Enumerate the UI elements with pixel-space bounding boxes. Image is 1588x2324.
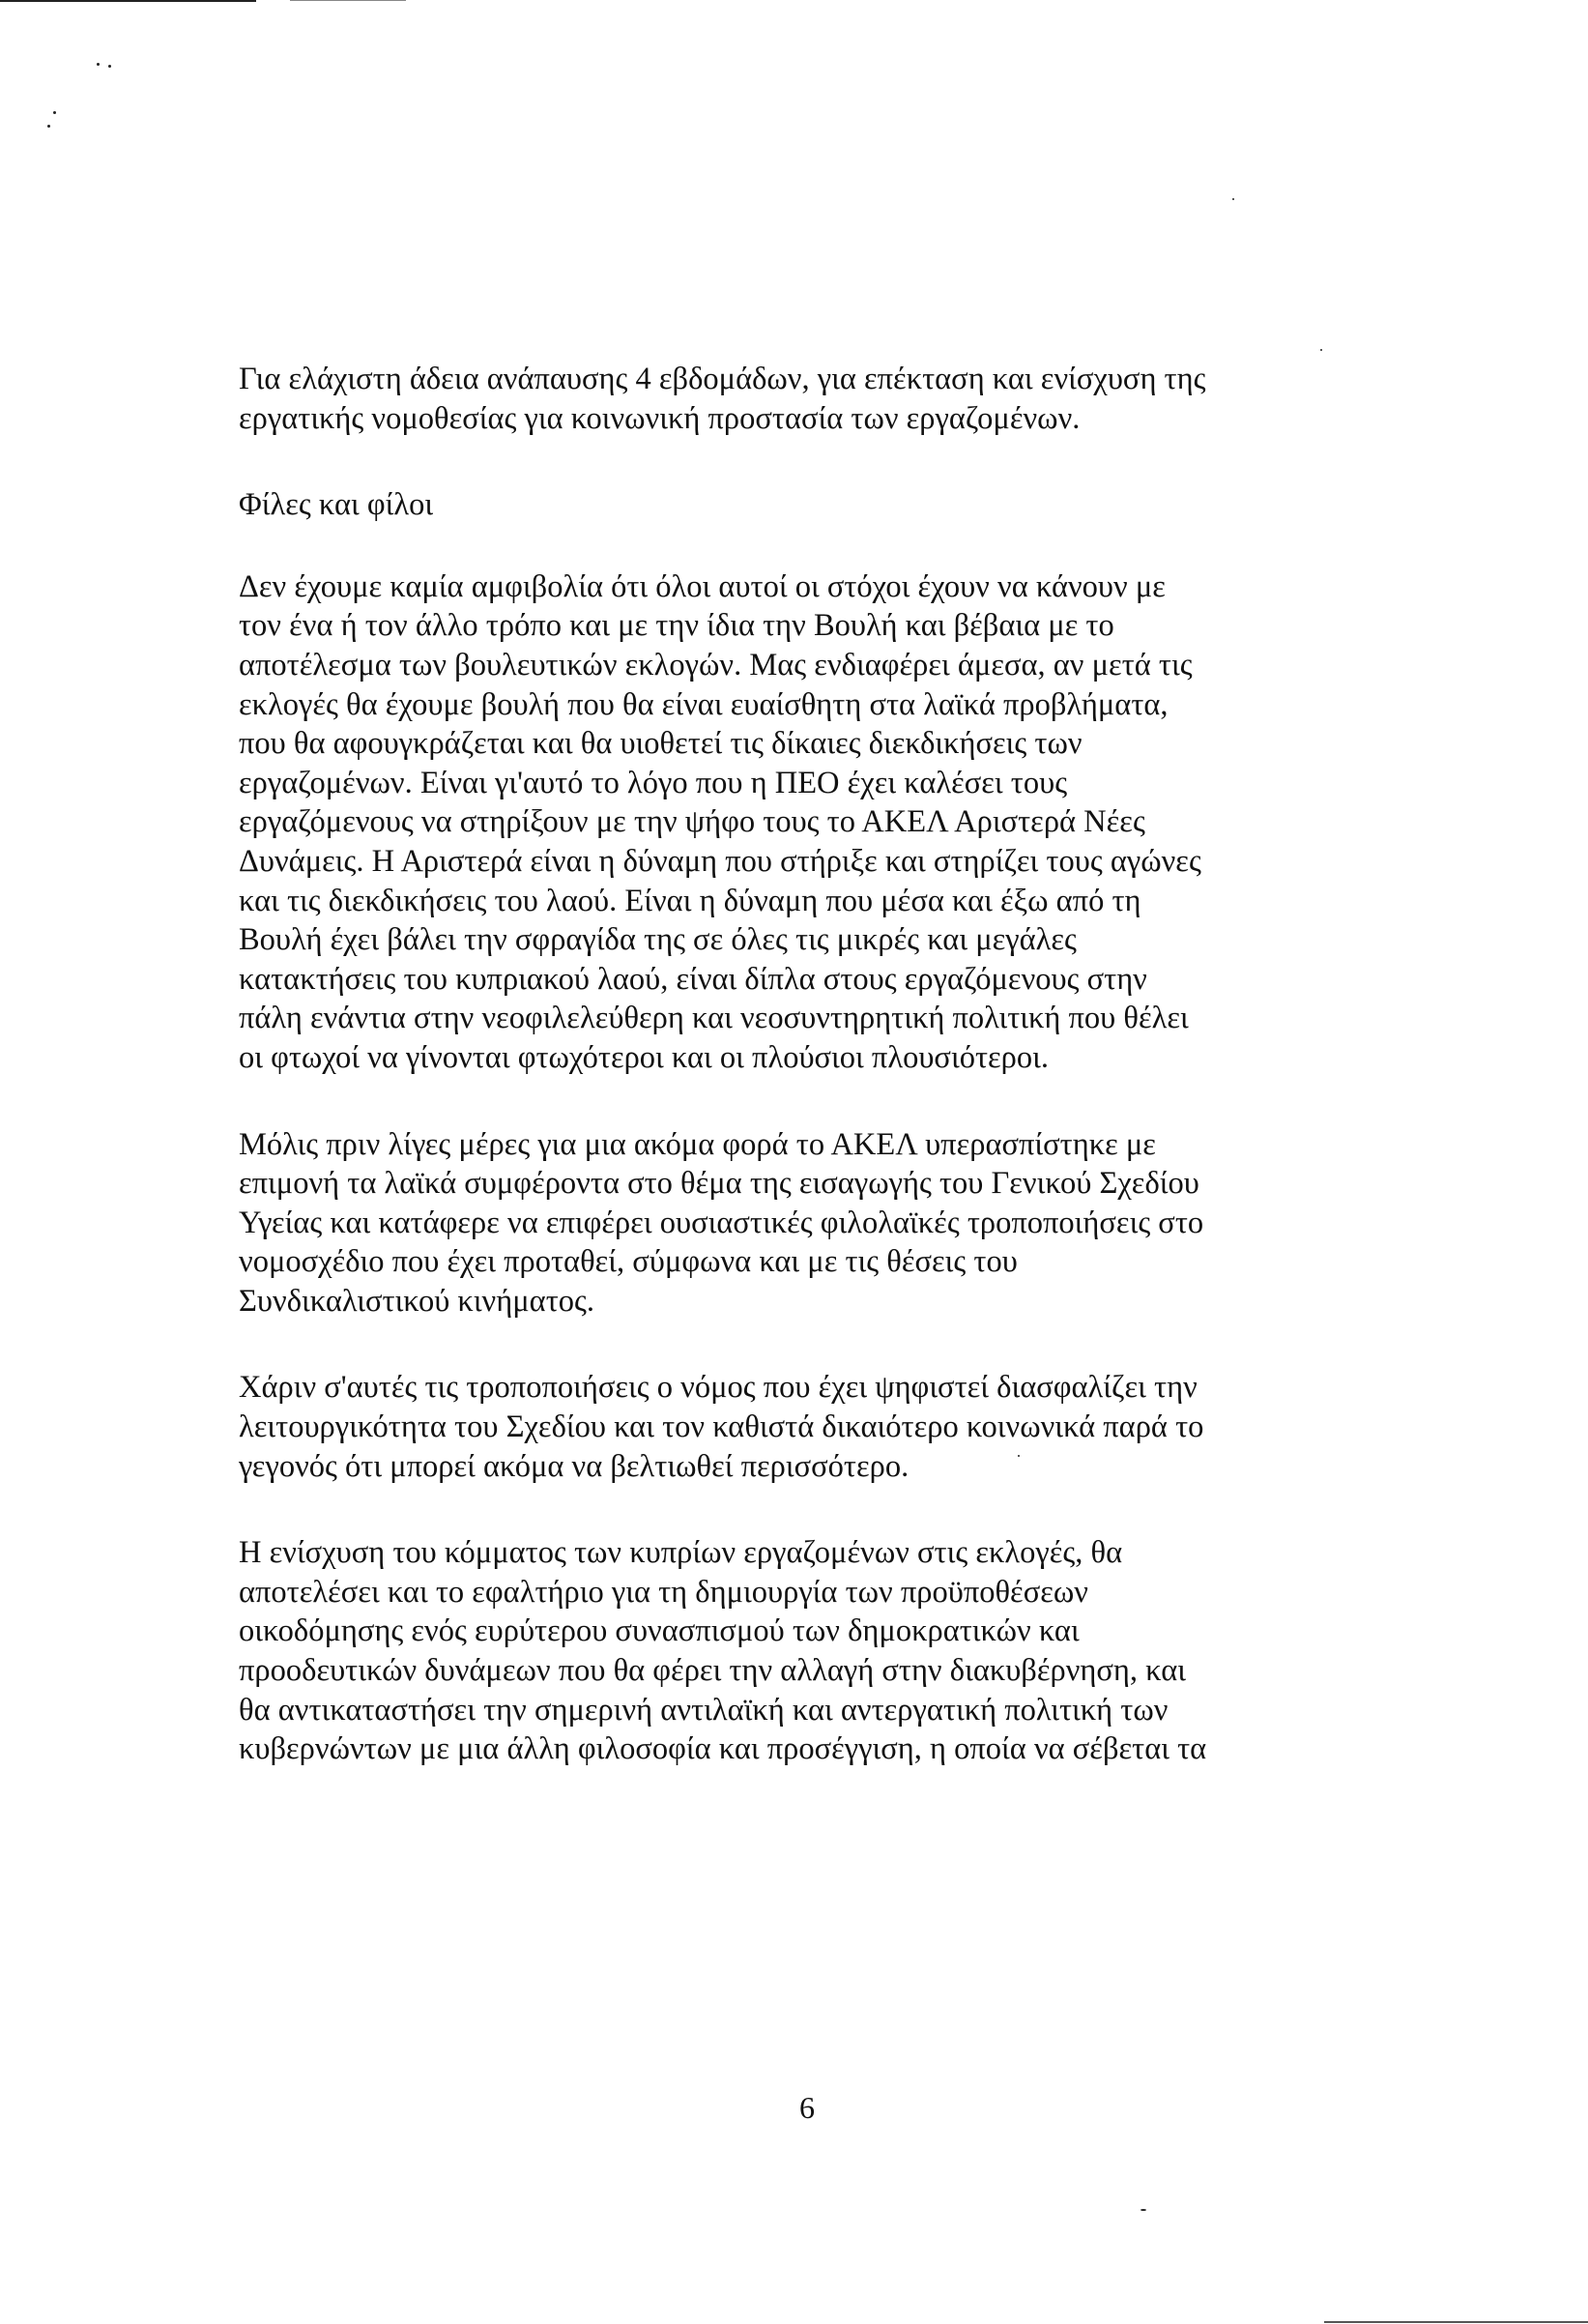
page-number: 6 — [799, 2090, 815, 2125]
scan-speck — [1232, 198, 1234, 200]
scan-edge-line — [0, 0, 256, 2]
scan-speck — [1320, 349, 1322, 351]
paragraph: Δεν έχουμε καμία αμφιβολία ότι όλοι αυτοί οι στόχοι έχουν να κάνουν με τον ένα ή τον άλλο τρόπο και με την ίδια την Βουλή και βέβαια με το αποτέλεσμα των βουλευτικών εκλογών. Μας ενδιαφέρει άμεσα, αν μετά τις εκλογές θα έχουμε βουλή που θα είναι ευαίσθητη στα λαϊκά προβλήματα, που θα αφουγκράζεται και θα υιοθετεί τις δίκαιες διεκδικήσεις των εργαζομένων. Είναι γι'αυτό το λόγο που η ΠΕΟ έχει καλέσει τους εργαζόμενους να στηρίξουν με την ψήφο τους το ΑΚΕΛ Αριστερά Νέες Δυνάμεις. Η Αριστερά είναι η δύναμη που στήριξε και στηρίζει τους αγώνες και τις διεκδικήσεις του λαού. Είναι η δύναμη που μέσα και έξω από τη Βουλή έχει βάλει την σφραγίδα της σε όλες τις μικρές και μεγάλες κατακτήσεις του κυπριακού λαού, είναι δίπλα στους εργαζόμενους στην πάλη ενάντια στην νεοφιλελεύθερη και νεοσυντηρητική πολιτική που θέλει οι φτωχοί να γίνονται φτωχότεροι και οι πλούσιοι πλουσιότεροι. — [239, 568, 1201, 1075]
body-text — [239, 360, 1394, 1816]
paragraph: Μόλις πριν λίγες μέρες για μια ακόμα φορά το ΑΚΕΛ υπερασπίστηκε με επιμονή τα λαϊκά συμφέροντα στο θέμα της εισαγωγής του Γενικού Σχεδίου Υγείας και κατάφερε να επιφέρει ουσιαστικές φιλολαϊκές τροποποιήσεις στο νομοσχέδιο που έχει προταθεί, σύμφωνα και με τις θέσεις του Συνδικαλιστικού κινήματος. — [239, 1126, 1204, 1319]
scan-speck — [1140, 2209, 1146, 2211]
scan-speck — [108, 65, 111, 68]
paragraph: Η ενίσχυση του κόμματος των κυπρίων εργαζομένων στις εκλογές, θα αποτελέσει και το εφαλτήριο για τη δημιουργία των προϋποθέσεων οικοδόμησης ενός ευρύτερου συνασπισμού των δημοκρατικών και προοδευτικών δυνάμεων που θα φέρει την αλλαγή στην διακυβέρνηση, και θα αντικαταστήσει την σημερινή αντιλαϊκή και αντεργατική πολιτική των κυβερνώντων με μια άλλη φιλοσοφία και προσέγγιση, η οποία να σέβεται τα — [239, 1535, 1207, 1767]
scan-speck — [47, 125, 50, 128]
greeting: Φίλες και φίλοι — [239, 487, 434, 523]
scan-speck — [97, 63, 100, 66]
paragraph: Για ελάχιστη άδεια ανάπαυσης 4 εβδομάδων, για επέκταση και ενίσχυση της εργατικής νομοθεσίας για κοινωνική προστασία των εργαζομένων. — [239, 362, 1206, 436]
scan-edge-line — [290, 0, 406, 1]
scan-speck — [53, 111, 56, 114]
paragraph: Χάριν σ'αυτές τις τροποποιήσεις ο νόμος που έχει ψηφιστεί διασφαλίζει την λειτουργικότητα του Σχεδίου και τον καθιστά δικαιότερο κοινωνικά παρά το γεγονός ότι μπορεί ακόμα να βελτιωθεί περισσότερο. — [239, 1370, 1204, 1484]
scan-edge-line — [1324, 2321, 1588, 2323]
